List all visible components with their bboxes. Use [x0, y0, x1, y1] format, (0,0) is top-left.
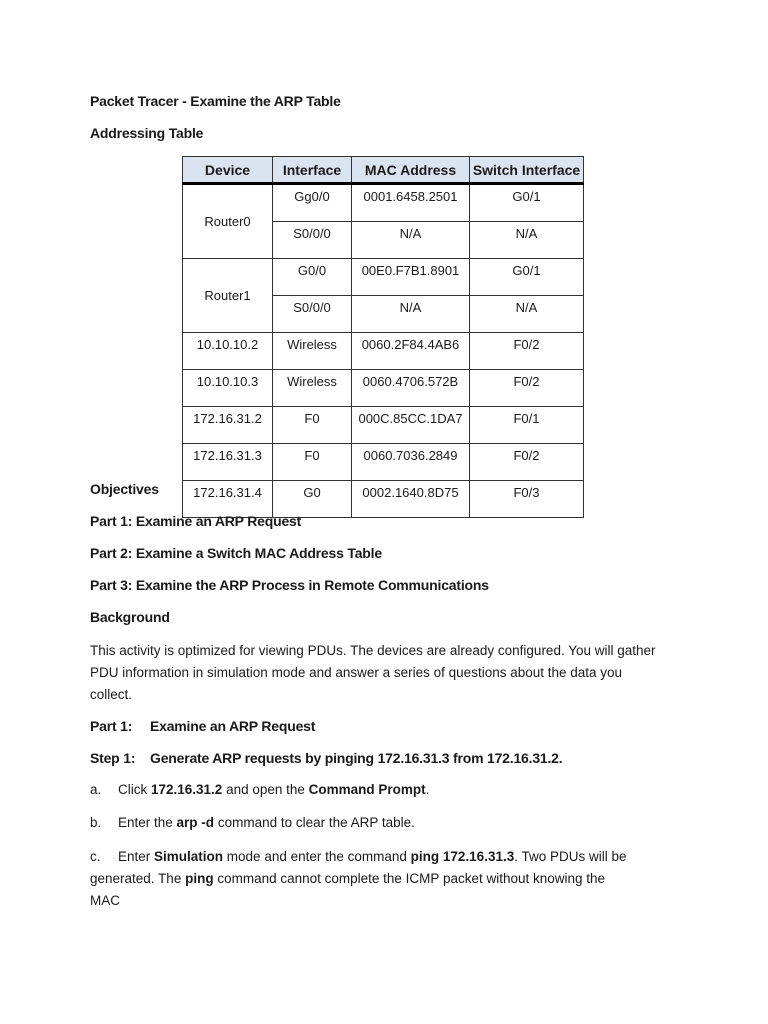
mac-cell: N/A [352, 296, 470, 333]
document-title: Packet Tracer - Examine the ARP Table [90, 93, 341, 109]
part1-title: Examine an ARP Request [150, 718, 316, 734]
addressing-table [182, 156, 584, 518]
table-row [183, 259, 584, 296]
switch-interface-cell: N/A [470, 296, 584, 333]
part1-heading [90, 718, 315, 734]
mac-cell: 0060.2F84.4AB6 [352, 333, 470, 370]
item-c-text: generated. The [90, 871, 186, 886]
header-switch-interface: Switch Interface [470, 157, 584, 184]
instruction-c [90, 846, 680, 912]
item-a-text: Click [118, 782, 151, 797]
objective-part-1: Part 1: Examine an ARP Request [90, 513, 302, 529]
objective-part-3: Part 3: Examine the ARP Process in Remote Communications [90, 577, 489, 593]
device-cell: 172.16.31.2 [183, 407, 273, 444]
item-c-ping-word: ping [185, 871, 214, 886]
item-b-label: b. [90, 815, 102, 830]
item-a-label: a. [90, 782, 102, 797]
item-c-text: Enter [118, 849, 155, 864]
table-row [183, 407, 584, 444]
mac-cell: 0060.7036.2849 [352, 444, 470, 481]
background-line: collect. [90, 687, 133, 702]
switch-interface-cell: F0/2 [470, 333, 584, 370]
item-c-ping-command: ping 172.16.31.3 [410, 849, 515, 864]
background-line: PDU information in simulation mode and answer a series of questions about the data you [90, 665, 623, 680]
item-a-command-prompt: Command Prompt [308, 782, 426, 797]
mac-cell: 00E0.F7B1.8901 [352, 259, 470, 296]
device-cell: 10.10.10.3 [183, 370, 273, 407]
switch-interface-cell: G0/1 [470, 184, 584, 222]
background-line: This activity is optimized for viewing PDUs. The devices are already configured. You will gather [90, 643, 656, 658]
part1-label: Part 1: [90, 718, 133, 734]
item-c-line [90, 868, 680, 890]
switch-interface-cell: N/A [470, 222, 584, 259]
device-cell: Router1 [183, 259, 273, 333]
item-c-text: . Two PDUs will be [514, 849, 627, 864]
device-cell: 10.10.10.2 [183, 333, 273, 370]
table-row [183, 184, 584, 222]
interface-cell: F0 [273, 444, 352, 481]
table-row [183, 333, 584, 370]
interface-cell: F0 [273, 407, 352, 444]
step1-heading [90, 750, 562, 766]
interface-cell: S0/0/0 [273, 222, 352, 259]
item-b-text: command to clear the ARP table. [214, 815, 415, 830]
interface-cell: S0/0/0 [273, 296, 352, 333]
item-b-command: arp -d [176, 815, 215, 830]
item-a-text: . [425, 782, 430, 797]
item-c-simulation: Simulation [154, 849, 224, 864]
item-c-text: mode and enter the command [223, 849, 411, 864]
device-cell: 172.16.31.4 [183, 481, 273, 518]
table-row [183, 481, 584, 518]
item-c-label: c. [90, 849, 101, 864]
item-a-host: 172.16.31.2 [151, 782, 223, 797]
item-b-text: Enter the [118, 815, 177, 830]
switch-interface-cell: F0/2 [470, 444, 584, 481]
objective-part-2: Part 2: Examine a Switch MAC Address Table [90, 545, 382, 561]
mac-cell: 0060.4706.572B [352, 370, 470, 407]
instruction-a [90, 782, 429, 797]
background-paragraph [90, 640, 680, 706]
header-mac-address: MAC Address [352, 157, 470, 184]
interface-cell: G0/0 [273, 259, 352, 296]
interface-cell: Wireless [273, 333, 352, 370]
interface-cell: Wireless [273, 370, 352, 407]
item-c-line [90, 846, 680, 868]
header-interface: Interface [273, 157, 352, 184]
objectives-heading: Objectives [90, 481, 159, 497]
step1-label: Step 1: [90, 750, 136, 766]
mac-cell: N/A [352, 222, 470, 259]
instruction-b [90, 815, 415, 830]
device-cell: Router0 [183, 184, 273, 259]
interface-cell: G0 [273, 481, 352, 518]
background-heading: Background [90, 609, 170, 625]
table-row [183, 444, 584, 481]
step1-title: Generate ARP requests by pinging 172.16.31.3 from 172.16.31.2. [150, 750, 563, 766]
item-c-line: MAC [90, 893, 120, 908]
mac-cell: 0002.1640.8D75 [352, 481, 470, 518]
table-row [183, 370, 584, 407]
switch-interface-cell: G0/1 [470, 259, 584, 296]
switch-interface-cell: F0/1 [470, 407, 584, 444]
interface-cell: Gg0/0 [273, 184, 352, 222]
switch-interface-cell: F0/2 [470, 370, 584, 407]
item-a-text: and open the [222, 782, 309, 797]
mac-cell: 000C.85CC.1DA7 [352, 407, 470, 444]
table-header-row [183, 157, 584, 184]
mac-cell: 0001.6458.2501 [352, 184, 470, 222]
device-cell: 172.16.31.3 [183, 444, 273, 481]
switch-interface-cell: F0/3 [470, 481, 584, 518]
item-c-text: command cannot complete the ICMP packet without knowing the [213, 871, 606, 886]
addressing-table-heading: Addressing Table [90, 125, 204, 141]
header-device: Device [183, 157, 273, 184]
